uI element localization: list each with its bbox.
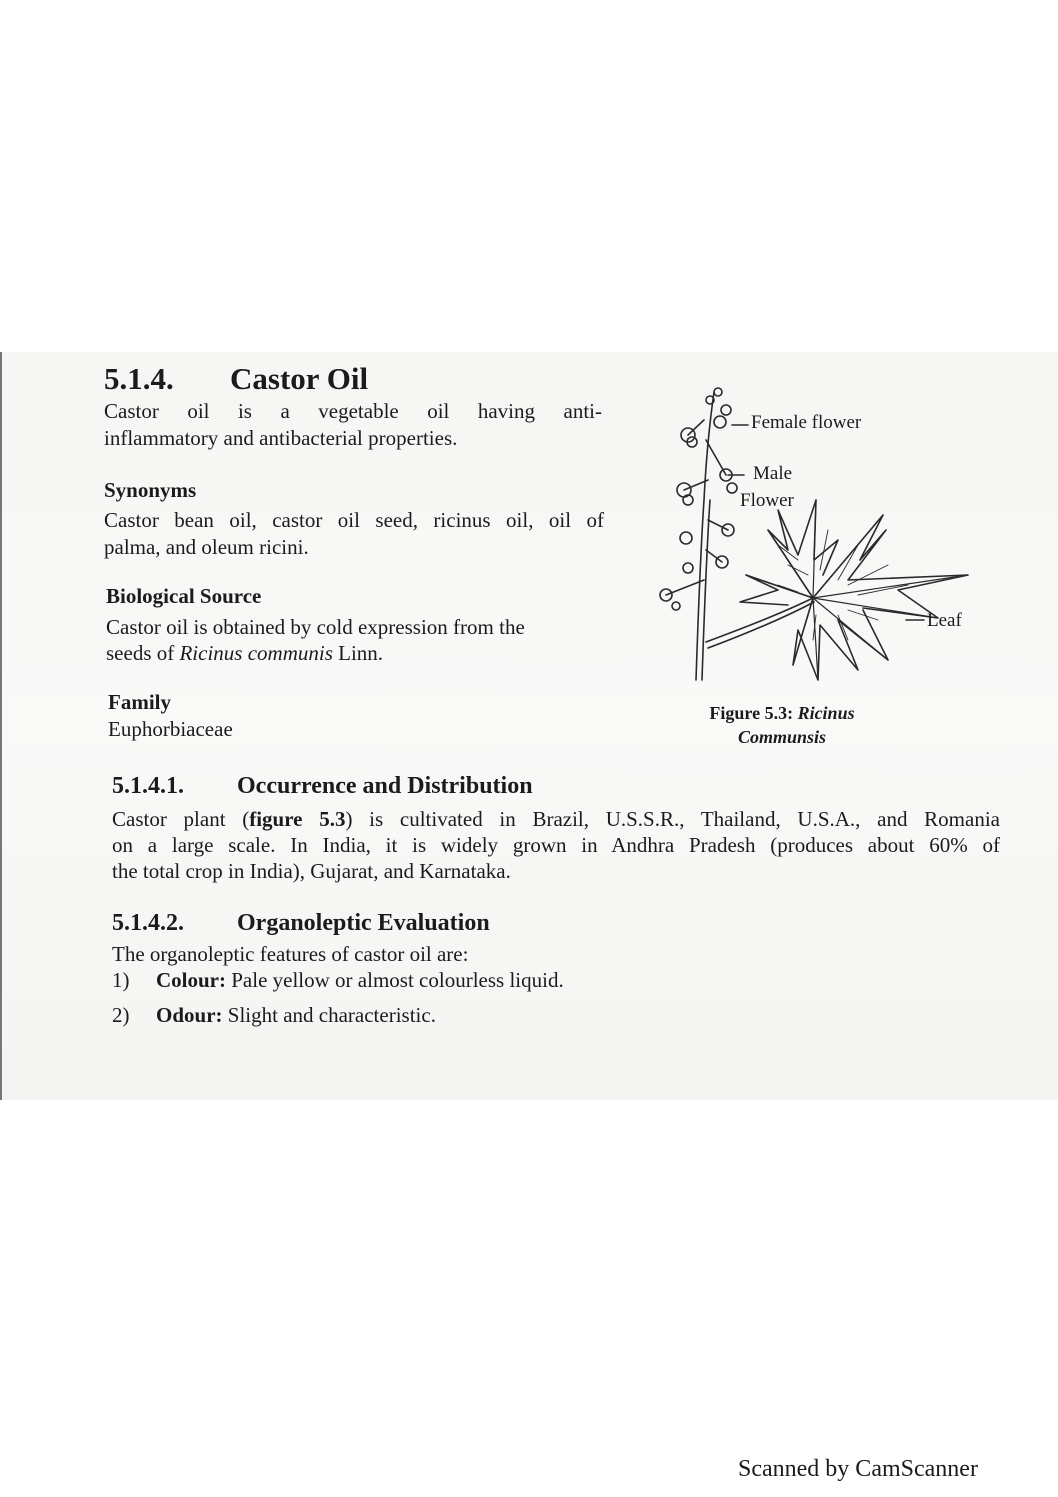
- figure-caption-prefix: Figure 5.3:: [709, 703, 798, 723]
- castor-leaf: [740, 500, 968, 680]
- label-male: Male: [753, 463, 793, 484]
- occurrence-number: 5.1.4.1.: [112, 773, 184, 799]
- list-item-description: Pale yellow or almost colourless liquid.: [226, 968, 564, 992]
- list-item-number: 1): [112, 968, 130, 992]
- list-item-label: Colour:: [156, 968, 226, 992]
- occurrence-line-1-a: Castor plant (: [112, 807, 250, 831]
- list-item-colour: [112, 967, 130, 994]
- section-number: 5.1.4.: [104, 361, 174, 396]
- synonyms-line-1: Castor bean oil, castor oil seed, ricinus oil, oil of: [104, 508, 604, 532]
- biological-source-prefix: seeds of: [106, 641, 180, 665]
- biological-source-heading: Biological Source: [106, 584, 262, 608]
- biological-source-suffix: Linn.: [332, 641, 384, 665]
- synonyms-heading: Synonyms: [104, 478, 197, 502]
- figure-caption-genus: Ricinus: [797, 703, 855, 723]
- occurrence-line-1: [112, 806, 1000, 833]
- family-value: Euphorbiaceae: [108, 717, 233, 741]
- figure-caption-species: Communsis: [737, 727, 827, 747]
- label-leaf: Leaf: [927, 610, 962, 631]
- flower-clusters: [660, 388, 737, 610]
- synonyms-line-2: palma, and oleum ricini.: [104, 535, 309, 559]
- occurrence-title: Occurrence and Distribution: [237, 773, 533, 799]
- figure-reference: figure 5.3: [249, 807, 346, 831]
- biological-source-line-1: Castor oil is obtained by cold expression from the: [106, 615, 525, 639]
- label-flower: Flower: [740, 490, 794, 511]
- label-female-flower: Female flower: [751, 412, 862, 433]
- section-title: Castor Oil: [230, 361, 369, 396]
- biological-source-line-2: [106, 640, 383, 667]
- list-item-number: 2): [112, 1003, 130, 1027]
- list-item-odour: [112, 1002, 130, 1029]
- list-item-label: Odour:: [156, 1003, 223, 1027]
- occurrence-line-2: on a large scale. In India, it is widely grown in Andhra Pradesh (produces about 60% of: [112, 833, 1000, 857]
- page-edge: [0, 352, 6, 1100]
- list-item-colour-text: [156, 967, 564, 994]
- intro-line-2: inflammatory and antibacterial properties.: [104, 426, 458, 450]
- list-item-odour-text: [156, 1002, 436, 1029]
- organoleptic-title: Organoleptic Evaluation: [237, 910, 490, 936]
- occurrence-line-3: the total crop in India), Gujarat, and Karnataka.: [112, 859, 511, 883]
- organoleptic-intro: The organoleptic features of castor oil are:: [112, 942, 469, 966]
- camscanner-watermark: Scanned by CamScanner: [738, 1456, 978, 1482]
- family-heading: Family: [108, 690, 171, 714]
- main-stem: [696, 392, 714, 680]
- intro-line-1: Castor oil is a vegetable oil having anti-: [104, 399, 602, 423]
- list-item-description: Slight and characteristic.: [222, 1003, 436, 1027]
- figure-caption: [672, 701, 892, 749]
- species-name: Ricinus communis: [179, 641, 333, 665]
- organoleptic-number: 5.1.4.2.: [112, 910, 184, 936]
- occurrence-line-1-b: ) is cultivated in Brazil, U.S.S.R., Thailand, U.S.A., and Romania: [345, 807, 1000, 831]
